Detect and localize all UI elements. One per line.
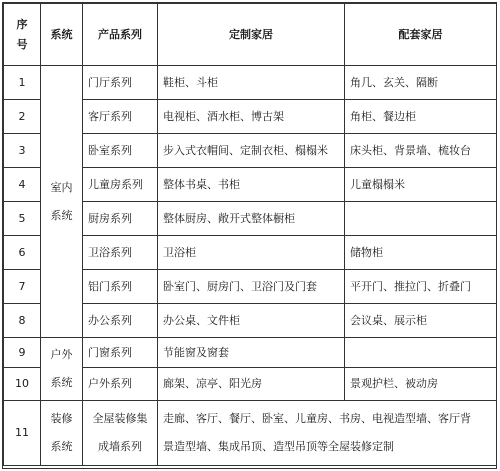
row-number: 1 <box>4 66 41 100</box>
table-header-row <box>4 4 497 66</box>
custom-furniture-cell: 步入式衣帽间、定制衣柜、榻榻米 <box>158 134 345 168</box>
row-number: 11 <box>4 401 41 466</box>
system-indoor <box>41 66 83 338</box>
header-custom-furniture: 定制家居 <box>158 4 345 66</box>
custom-furniture-cell: 廊架、凉亭、阳光房 <box>158 368 345 401</box>
custom-furniture-line2: 景造型墙、集成吊顶、造型吊顶等全屋装修定制 <box>163 440 394 453</box>
system-outdoor-line1: 户外 <box>50 348 73 361</box>
product-series-cell: 厨房系列 <box>83 202 158 236</box>
row-number: 3 <box>4 134 41 168</box>
row-number: 7 <box>4 270 41 304</box>
matching-furniture-cell <box>345 202 497 236</box>
custom-furniture-line1: 走廊、客厅、餐厅、卧室、儿童房、书房、电视造型墙、客厅背 <box>163 412 471 425</box>
product-series-line1: 全屋装修集 <box>92 412 148 425</box>
custom-furniture-cell: 卫浴柜 <box>158 236 345 270</box>
header-system: 系统 <box>41 4 83 66</box>
matching-furniture-cell: 角几、玄关、隔断 <box>345 66 497 100</box>
system-outdoor <box>41 338 83 401</box>
matching-furniture-cell: 角柜、餐边柜 <box>345 100 497 134</box>
system-decoration-line2: 系统 <box>50 440 73 453</box>
header-matching-furniture: 配套家居 <box>345 4 497 66</box>
matching-furniture-cell: 会议桌、展示柜 <box>345 304 497 338</box>
header-seq-line1: 序 <box>16 17 28 31</box>
product-series-cell: 客厅系列 <box>83 100 158 134</box>
furniture-system-table <box>2 2 497 469</box>
custom-furniture-cell: 鞋柜、斗柜 <box>158 66 345 100</box>
row-number: 2 <box>4 100 41 134</box>
product-series-cell: 办公系列 <box>83 304 158 338</box>
row-number: 6 <box>4 236 41 270</box>
custom-furniture-cell: 整体厨房、敞开式整体橱柜 <box>158 202 345 236</box>
system-indoor-line1: 室内 <box>50 180 73 194</box>
matching-furniture-cell: 平开门、推拉门、折叠门 <box>345 270 497 304</box>
custom-furniture-cell: 电视柜、酒水柜、博古架 <box>158 100 345 134</box>
product-series-cell: 儿童房系列 <box>83 168 158 202</box>
row-number: 5 <box>4 202 41 236</box>
system-indoor-line2: 系统 <box>50 208 73 222</box>
custom-furniture-cell: 卧室门、厨房门、卫浴门及门套 <box>158 270 345 304</box>
product-series-cell: 户外系列 <box>83 368 158 401</box>
product-series-line2: 成墙系列 <box>98 440 142 453</box>
custom-furniture-cell: 节能窗及窗套 <box>158 338 345 368</box>
custom-furniture-cell: 办公桌、文件柜 <box>158 304 345 338</box>
custom-furniture-cell <box>158 401 497 466</box>
row-number: 4 <box>4 168 41 202</box>
table-row <box>4 66 497 100</box>
matching-furniture-cell: 儿童榻榻米 <box>345 168 497 202</box>
table-row <box>4 401 497 466</box>
product-series-cell: 门窗系列 <box>83 338 158 368</box>
product-series-cell: 门厅系列 <box>83 66 158 100</box>
matching-furniture-cell: 床头柜、背景墙、梳妆台 <box>345 134 497 168</box>
matching-furniture-cell: 景观护栏、被动房 <box>345 368 497 401</box>
product-series-cell <box>83 401 158 466</box>
matching-furniture-cell: 储物柜 <box>345 236 497 270</box>
product-series-cell: 铝门系列 <box>83 270 158 304</box>
system-decoration <box>41 401 83 466</box>
header-seq <box>4 4 41 66</box>
product-series-cell: 卧室系列 <box>83 134 158 168</box>
system-outdoor-line2: 系统 <box>50 376 73 389</box>
row-number: 9 <box>4 338 41 368</box>
product-series-cell: 卫浴系列 <box>83 236 158 270</box>
row-number: 8 <box>4 304 41 338</box>
matching-furniture-cell <box>345 338 497 368</box>
header-seq-line2: 号 <box>16 37 28 51</box>
system-decoration-line1: 装修 <box>50 412 73 425</box>
row-number: 10 <box>4 368 41 401</box>
table-row <box>4 338 497 368</box>
header-product-series: 产品系列 <box>83 4 158 66</box>
custom-furniture-cell: 整体书桌、书柜 <box>158 168 345 202</box>
